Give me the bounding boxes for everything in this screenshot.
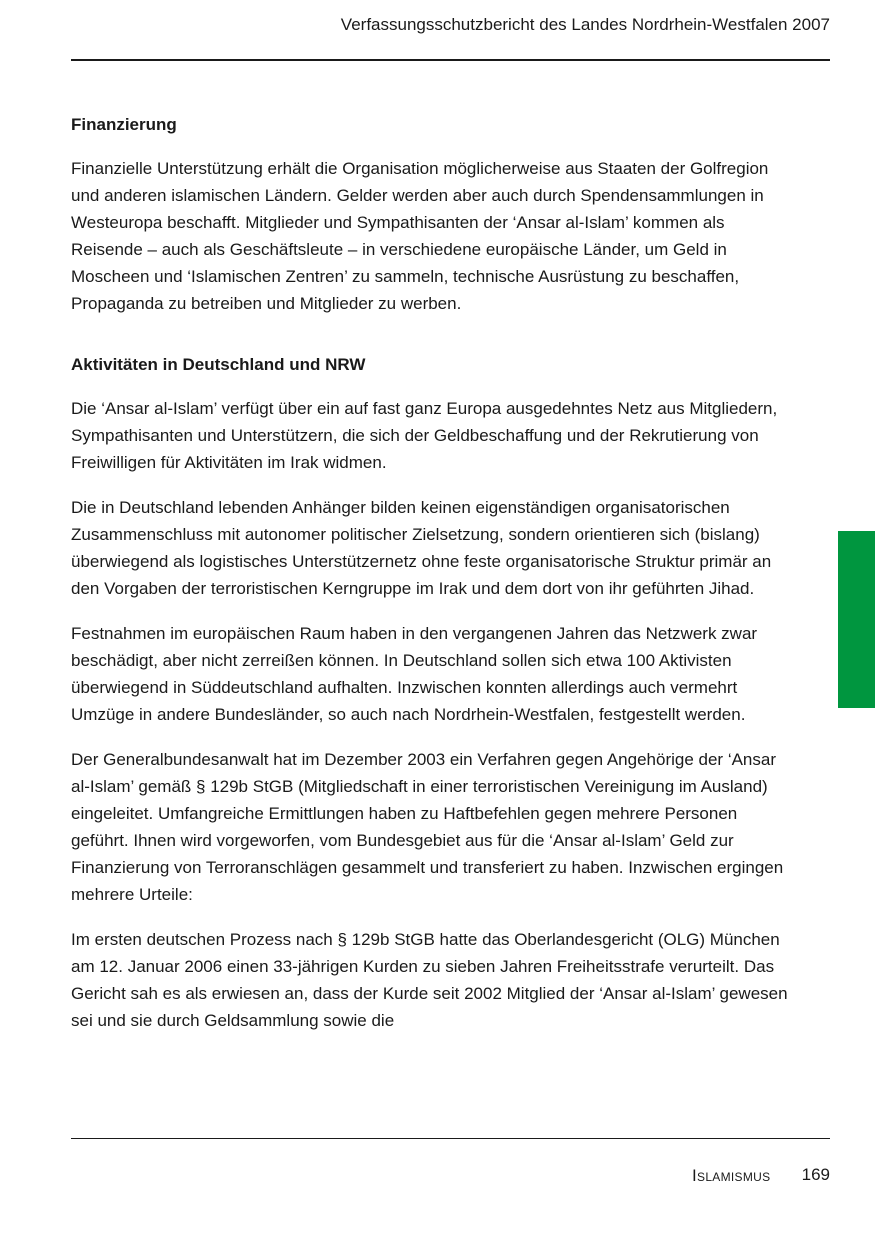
chapter-side-tab bbox=[838, 531, 875, 708]
body-paragraph: Finanzielle Unterstützung erhält die Organisation möglicherweise aus Staaten der Golfregion und anderen islamischen Ländern. Gelder werden aber auch durch Spendensammlungen in Westeuropa beschafft. Mitglieder und Sympathisanten der ‘Ansar al-Islam’ kommen als Reisende – auch als Geschäftsleute – in verschiedene europäische Länder, um Geld in Moscheen und ‘Islamischen Zentren’ zu sammeln, technische Ausrüstung zu beschaffen, Propaganda zu betreiben und Mitglieder zu werben. bbox=[71, 159, 769, 313]
section-spacer bbox=[71, 335, 791, 353]
header-rule bbox=[71, 59, 830, 61]
body-paragraph: Die in Deutschland lebenden Anhänger bilden keinen eigenständigen organisatorischen Zusammenschluss mit autonomer politischer Zielsetzung, sondern orientieren sich (bislang) überwiegend als logistisches Unterstützernetz ohne feste organisatorische Struktur primär an den Vorgaben der terroristischen Kerngruppe im Irak und dem dort von ihr geführten Jihad. bbox=[71, 498, 772, 598]
footer-section-title: Islamismus bbox=[692, 1166, 771, 1185]
running-header-title: Verfassungsschutzbericht des Landes Nordrhein-Westfalen 2007 bbox=[340, 15, 830, 34]
body-paragraph: Im ersten deutschen Prozess nach § 129b StGB hatte das Oberlandesgericht (OLG) München am 12. Januar 2006 einen 33-jährigen Kurden zu sieben Jahren Freiheitsstrafe verurteilt. Das Gericht sah es als erwiesen an, dass der Kurde seit 2002 Mitglied der ‘Ansar al-Islam’ gewesen sei und sie durch Geldsammlung sowie die bbox=[71, 930, 788, 1030]
page-body bbox=[71, 113, 791, 1052]
body-paragraph: Die ‘Ansar al-Islam’ verfügt über ein auf fast ganz Europa ausgedehntes Netz aus Mitgliedern, Sympathisanten und Unterstützern, die sich der Geldbeschaffung und der Rekrutierung von Freiwilligen für Aktivitäten im Irak widmen. bbox=[71, 399, 778, 472]
footer-rule bbox=[71, 1138, 830, 1139]
body-paragraph: Festnahmen im europäischen Raum haben in den vergangenen Jahren das Netzwerk zwar beschädigt, aber nicht zerreißen können. In Deutschland sollen sich etwa 100 Aktivisten überwiegend in Süddeutschland aufhalten. Inzwischen konnten allerdings auch vermehrt Umzüge in andere Bundesländer, so auch nach Nordrhein-Westfalen, festgestellt werden. bbox=[71, 624, 758, 724]
page-number: 169 bbox=[801, 1165, 830, 1184]
section-heading-finanzierung: Finanzierung bbox=[71, 115, 177, 134]
body-paragraph: Der Generalbundesanwalt hat im Dezember 2003 ein Verfahren gegen Angehörige der ‘Ansar al-Islam’ gemäß § 129b StGB (Mitgliedschaft in einer terroristischen Vereinigung im Ausland) eingeleitet. Umfangreiche Ermittlungen haben zu Haftbefehlen gegen mehrere Personen geführt. Ihnen wird vorgeworfen, vom Bundesgebiet aus für die ‘Ansar al-Islam’ Geld zur Finanzierung von Terroranschlägen gesammelt und transferiert zu haben. Inzwischen ergingen mehrere Urteile: bbox=[71, 750, 784, 904]
section-heading-aktivitaeten: Aktivitäten in Deutschland und NRW bbox=[71, 355, 366, 374]
